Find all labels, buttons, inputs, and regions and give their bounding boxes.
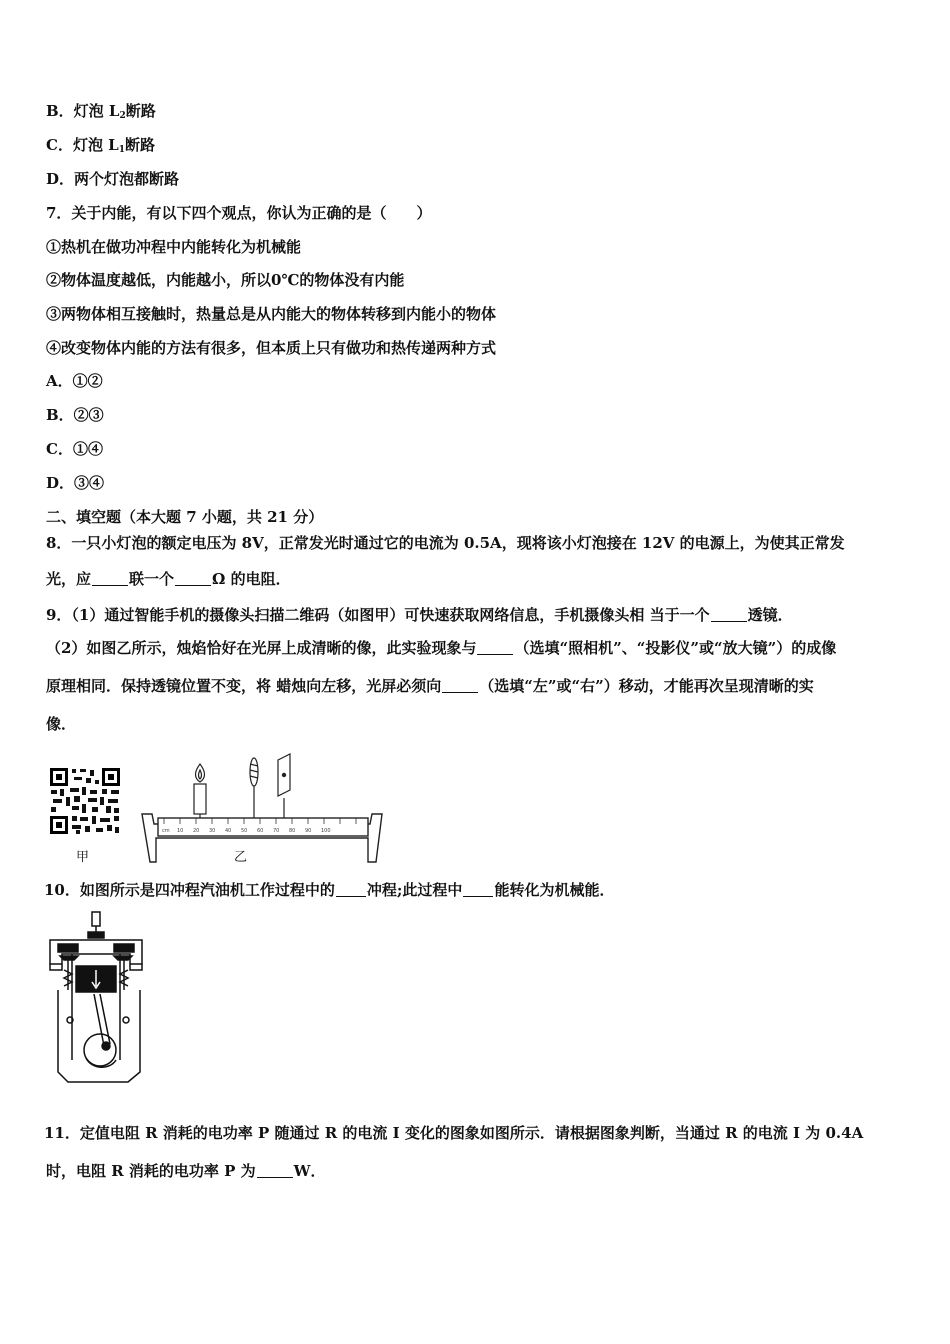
answer-blank[interactable] [92,571,128,586]
q7-option-c: C．①④ [46,440,103,458]
optical-bench-figure [132,742,392,871]
option-text: C．灯泡 L [46,136,119,154]
q6-option-d: D．两个灯泡都断路 [46,170,180,188]
q7-option-a: A．①② [46,372,103,390]
q11-line-1: 11．定值电阻 R 消耗的电功率 P 随通过 R 的电流 I 变化的图象如图所示．请根据图象判断，当通过 R 的电流 I 为 0.4A [44,1124,864,1142]
svg-text:50: 50 [241,828,248,834]
q9-line-1 [46,605,793,625]
svg-text:10: 10 [177,828,184,834]
text: W． [293,1162,326,1180]
answer-blank[interactable] [463,882,493,897]
q8-line-2 [46,569,291,589]
svg-text:90: 90 [305,828,312,834]
text: （2）如图乙所示，烛焰恰好在光屏上成清晰的像，此实验现象与 [46,639,477,657]
q7-option-d: D．③④ [46,474,105,492]
text: 联一个 [129,570,175,588]
text: 9．（1）通过智能手机的摄像头扫描二维码（如图甲）可快速获取网络信息，手机摄像头相 当于一个 [46,606,710,624]
q7-stem: 7．关于内能，有以下四个观点，你认为正确的是（ ） [46,204,432,222]
text: 能转化为机械能． [494,881,615,899]
figure-label-jia: 甲 [76,850,90,865]
answer-blank[interactable] [257,1163,293,1178]
q7-statement-1: ①热机在做功冲程中内能转化为机械能 [46,238,302,256]
answer-blank[interactable] [477,640,513,655]
q9-line-3 [46,676,814,696]
q10-text [44,880,614,900]
text: 冲程;此过程中 [366,881,463,899]
text: 10．如图所示是四冲程汽油机工作过程中的 [44,881,335,899]
text: （选填“照相机”、“投影仪”或“放大镜”）的成像 [514,639,837,657]
q7-statement-4: ④改变物体内能的方法有很多，但本质上只有做功和热传递两种方式 [46,339,497,357]
answer-blank[interactable] [711,607,747,622]
text: 光，应 [46,570,92,588]
engine-figure [44,910,154,1089]
answer-blank[interactable] [336,882,366,897]
q6-option-c [46,135,155,160]
q7-statement-3: ③两物体相互接触时，热量总是从内能大的物体转移到内能小的物体 [46,305,497,323]
qr-code-image [48,766,122,836]
svg-text:100: 100 [321,828,331,834]
text: （选填“左”或“右”）移动，才能再次呈现清晰的实 [479,677,814,695]
option-text: 断路 [125,102,156,120]
option-text: B．灯泡 L [46,102,120,120]
subscript: 1 [118,145,125,155]
answer-blank[interactable] [442,678,478,693]
q7-option-b: B．②③ [46,406,104,424]
text: Ω 的电阻． [212,570,291,588]
svg-text:60: 60 [257,828,264,834]
q6-option-b [46,101,156,126]
section-heading: 二、填空题（本大题 7 小题，共 21 分） [46,508,324,526]
figure-label-yi: 乙 [234,850,248,865]
q9-line-4: 像． [46,715,77,733]
qr-code-figure [48,766,122,865]
q11-line-2 [46,1161,326,1181]
optical-bench-image [132,742,392,867]
svg-text:20: 20 [193,828,200,834]
svg-text:30: 30 [209,828,216,834]
svg-text:70: 70 [273,828,280,834]
answer-blank[interactable] [175,571,211,586]
q7-statement-2: ②物体温度越低，内能越小，所以0℃的物体没有内能 [46,271,405,289]
text: 原理相同．保持透镜位置不变，将 蜡烛向左移，光屏必须向 [46,677,442,695]
text: 时，电阻 R 消耗的电功率 P 为 [46,1162,256,1180]
text: 透镜． [747,606,793,624]
q9-line-2 [46,638,836,658]
svg-text:40: 40 [225,828,232,834]
svg-text:80: 80 [289,828,296,834]
engine-cylinder-image [44,910,154,1085]
q8-line-1: 8．一只小灯泡的额定电压为 8V，正常发光时通过它的电流为 0.5A，现将该小灯泡接在 12V 的电源上，为使其正常发 [46,534,845,552]
svg-text:cm: cm [162,828,170,834]
option-text: 断路 [124,136,155,154]
subscript: 2 [119,111,126,121]
